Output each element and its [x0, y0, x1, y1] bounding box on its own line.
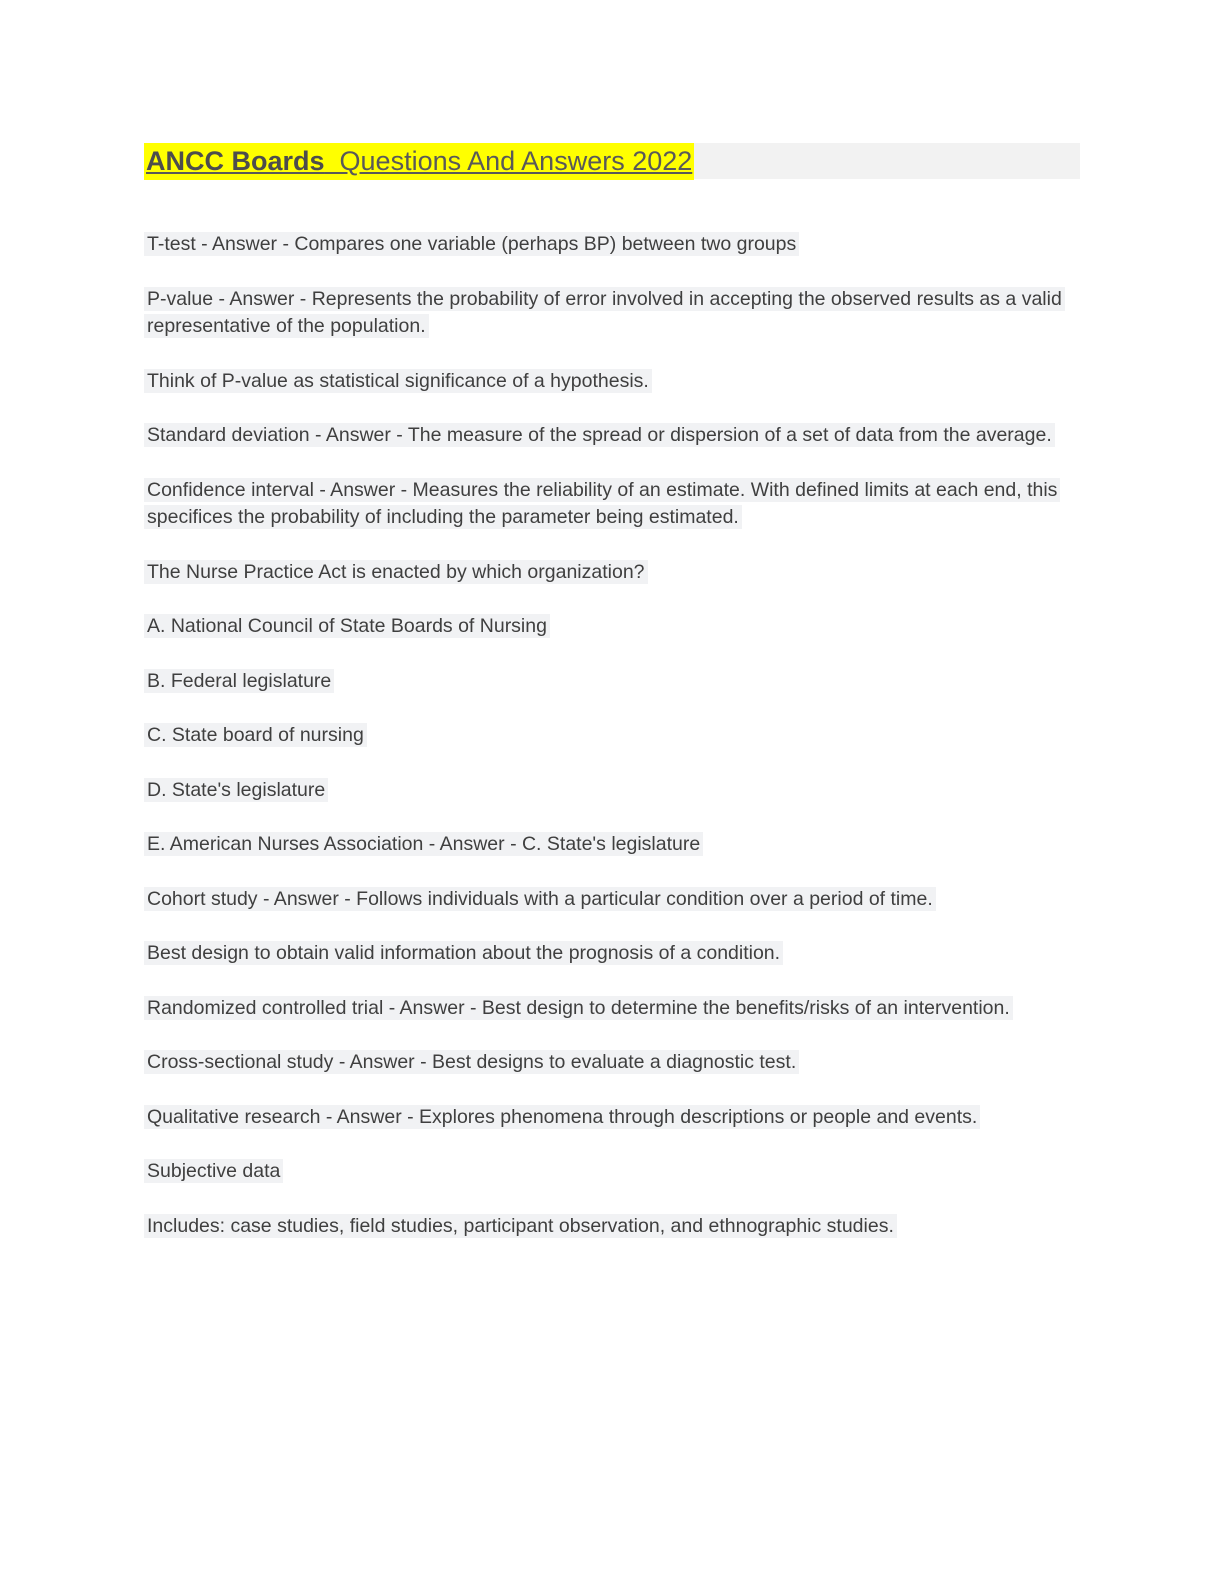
paragraph: P-value - Answer - Represents the probability of error involved in accepting the observed results as a valid representative of the population. — [144, 286, 1080, 341]
paragraph: Best design to obtain valid information about the prognosis of a condition. — [144, 940, 1080, 968]
paragraph: Qualitative research - Answer - Explores phenomena through descriptions or people and events. — [144, 1104, 1080, 1132]
paragraph: E. American Nurses Association - Answer - C. State's legislature — [144, 831, 1080, 859]
page-title-rest: Questions And Answers 2022 — [324, 146, 693, 176]
paragraph: A. National Council of State Boards of Nursing — [144, 613, 1080, 641]
paragraph: Subjective data — [144, 1158, 1080, 1186]
paragraph: Randomized controlled trial - Answer - Best design to determine the benefits/risks of an intervention. — [144, 995, 1080, 1023]
paragraph: B. Federal legislature — [144, 668, 1080, 696]
page-title-bold: ANCC Boards — [146, 146, 325, 176]
paragraph: D. State's legislature — [144, 777, 1080, 805]
paragraph: T-test - Answer - Compares one variable (perhaps BP) between two groups — [144, 231, 1080, 259]
page-title — [144, 143, 1080, 179]
paragraph: C. State board of nursing — [144, 722, 1080, 750]
page-title-text — [144, 143, 694, 180]
paragraph: Cross-sectional study - Answer - Best designs to evaluate a diagnostic test. — [144, 1049, 1080, 1077]
paragraph: Cohort study - Answer - Follows individuals with a particular condition over a period of time. — [144, 886, 1080, 914]
paragraph: Think of P-value as statistical significance of a hypothesis. — [144, 368, 1080, 396]
paragraph: Confidence interval - Answer - Measures the reliability of an estimate. With defined limits at each end, this specifices the probability of including the parameter being estimated. — [144, 477, 1080, 532]
paragraph: Standard deviation - Answer - The measure of the spread or dispersion of a set of data from the average. — [144, 422, 1080, 450]
paragraph: Includes: case studies, field studies, participant observation, and ethnographic studies. — [144, 1213, 1080, 1241]
paragraph: The Nurse Practice Act is enacted by which organization? — [144, 559, 1080, 587]
